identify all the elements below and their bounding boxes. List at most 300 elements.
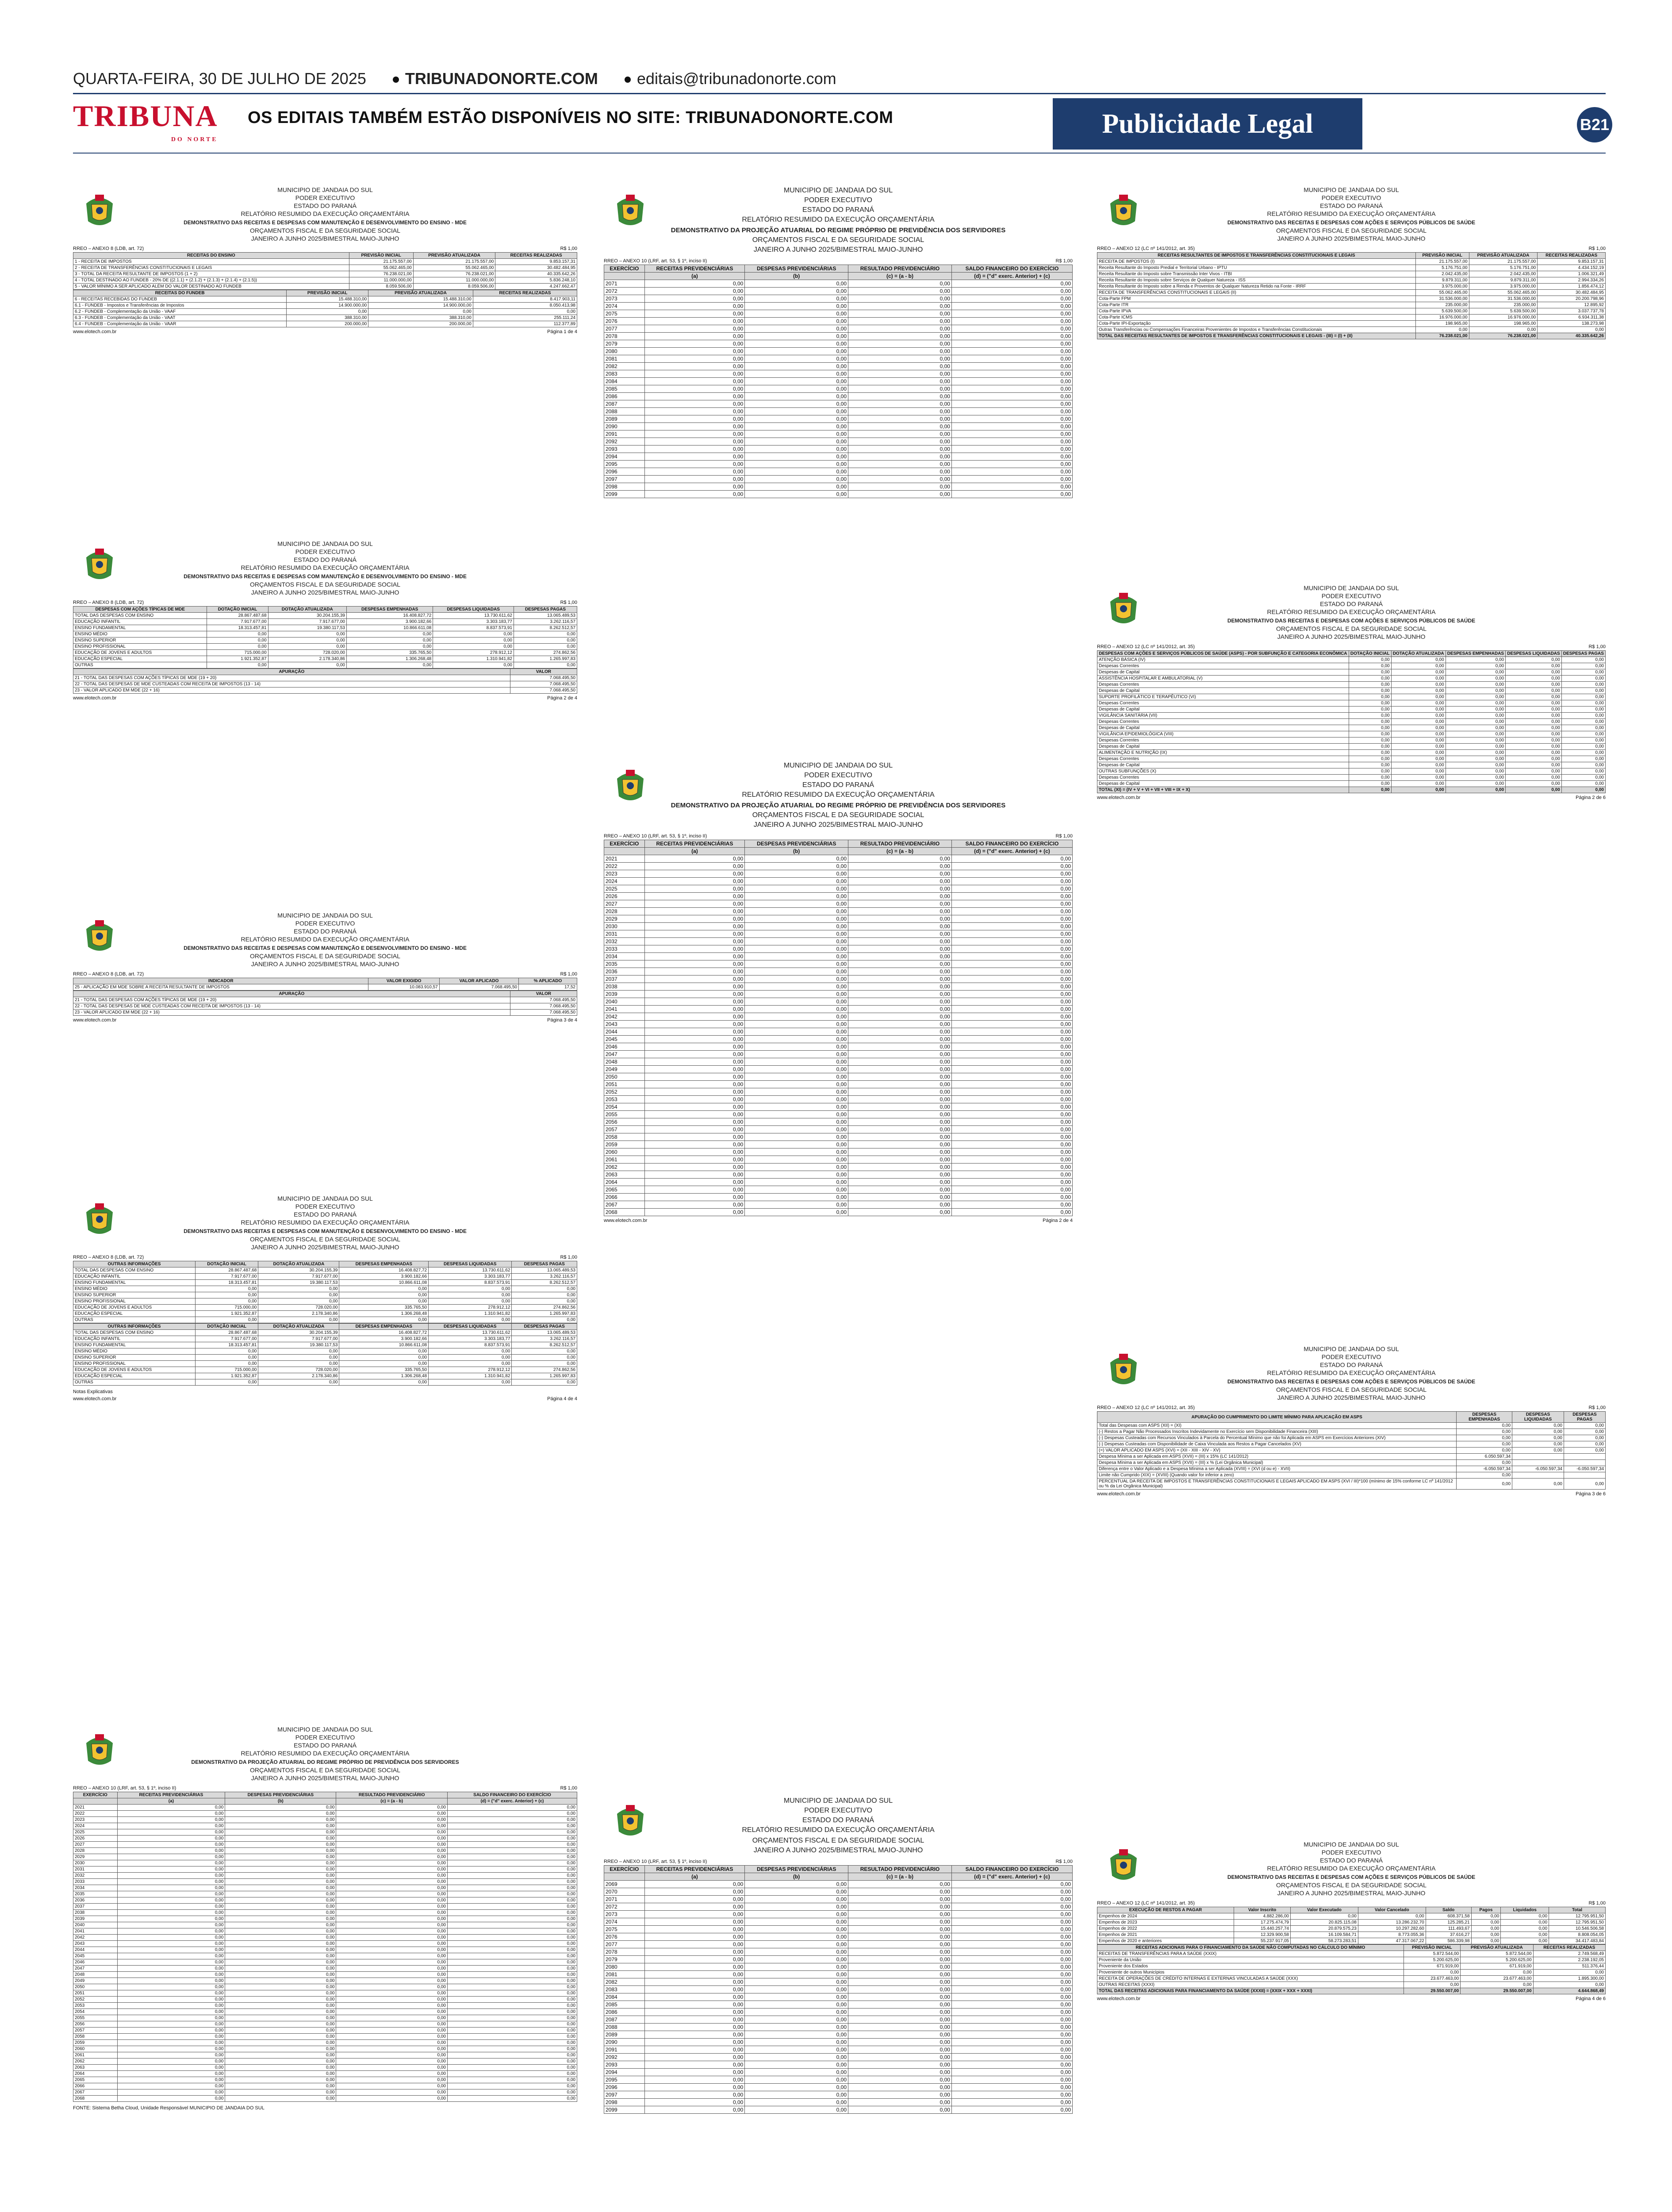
table-cell: 0,00 — [745, 870, 848, 878]
table-cell: 0,00 — [848, 870, 952, 878]
table-cell: 0,00 — [336, 2003, 447, 2009]
table-cell: Outras Transferências ou Compensações Financeiras Provenientes de Impostos e Transferências Constitucionais — [1097, 327, 1416, 333]
table-cell: 2087 — [604, 2016, 645, 2024]
table-cell: 0,00 — [848, 408, 952, 415]
table-cell: ENSINO PROFISSIONAL — [73, 644, 207, 650]
table-cell: ENSINO SUPERIOR — [73, 1355, 196, 1361]
table-cell: 0,00 — [447, 1836, 577, 1842]
table-cell: ENSINO SUPERIOR — [73, 637, 207, 644]
table-cell: 2067 — [73, 2089, 118, 2096]
table-cell: 0,00 — [848, 1043, 952, 1051]
table-cell: 23.677.463,00 — [1404, 1976, 1461, 1982]
table-cell: 0,00 — [951, 885, 1072, 893]
table-cell: 0,00 — [117, 1873, 225, 1879]
table-cell: 0,00 — [336, 1866, 447, 1873]
table-cell: 0,00 — [951, 1179, 1072, 1186]
table-cell: 0,00 — [644, 1118, 745, 1126]
table-cell: 0,00 — [951, 363, 1072, 370]
footer-site[interactable]: www.elotech.com.br — [73, 1396, 117, 1402]
table-cell: 0,00 — [1501, 1926, 1549, 1932]
table-cell: 8.837.573,91 — [429, 1342, 512, 1348]
table-cell: 0,00 — [258, 1286, 339, 1292]
table-cell: 0,00 — [951, 2076, 1072, 2084]
table-cell: 2073 — [604, 1911, 645, 1918]
table-cell: 7.068.495,50 — [510, 1010, 577, 1016]
table-cell: 2022 — [73, 1811, 118, 1817]
table-cell: 0,00 — [447, 1922, 577, 1928]
table-cell: 2087 — [604, 400, 645, 408]
table-cell: 274.862,56 — [514, 650, 577, 656]
table-header-row — [73, 669, 577, 675]
table-cell: 0,00 — [1391, 707, 1446, 713]
table-cell: 0,00 — [339, 1361, 429, 1367]
table-cell: Receita Resultante do Imposto sobre Transmissão Inter Vivos - ITBI — [1097, 271, 1416, 277]
table-row — [604, 370, 1073, 378]
table-cell: -6.050.597,34 — [1564, 1466, 1605, 1472]
table-cell: 0,00 — [514, 644, 577, 650]
column-header: EXECUÇÃO DE RESTOS A PAGAR — [1097, 1907, 1234, 1913]
table-cell: 29.550.007,00 — [1404, 1988, 1461, 1994]
table-cell: 8.417.903,11 — [473, 296, 577, 303]
column-header: DESPESAS PREVIDENCIÁRIAS — [745, 265, 848, 273]
table-row — [1097, 1963, 1606, 1970]
table-cell: 200.000,00 — [368, 321, 473, 327]
table-cell: 5.639.500,00 — [1415, 308, 1469, 315]
table-row — [73, 1873, 577, 1879]
table-cell: 0,00 — [951, 1933, 1072, 1941]
table-cell: 2042 — [604, 1013, 645, 1021]
entity-line: RELATÓRIO RESUMIDO DA EXECUÇÃO ORÇAMENTÁRIA — [241, 1750, 410, 1757]
column-header: APURAÇÃO DO CUMPRIMENTO DO LIMITE MÍNIMO PARA APLICAÇÃO EM ASPS — [1097, 1412, 1457, 1423]
table-cell: 0,00 — [848, 1096, 952, 1103]
table-cell: 0,00 — [951, 1028, 1072, 1036]
table-row — [73, 1367, 577, 1373]
column-header: APURAÇÃO — [73, 991, 510, 997]
table-cell: 0,00 — [1391, 744, 1446, 750]
table-cell: 0,00 — [447, 1910, 577, 1916]
report-title: DEMONSTRATIVO DA PROJEÇÃO ATUARIAL DO REGIME PRÓPRIO DE PREVIDÊNCIA DOS SERVIDORES — [671, 227, 1006, 234]
table-cell: 2026 — [73, 1836, 118, 1842]
table-cell: 0,00 — [745, 968, 848, 975]
column-header: DOTAÇÃO ATUALIZADA — [258, 1324, 339, 1330]
table-cell: 10.297.282,60 — [1358, 1926, 1426, 1932]
table-cell: 0,00 — [336, 1947, 447, 1953]
table-cell: 0,00 — [1506, 762, 1562, 768]
table-cell: 0,00 — [1506, 676, 1562, 682]
table-cell: 0,00 — [745, 1881, 848, 1888]
table-cell: Empenhos de 2021 — [1097, 1932, 1234, 1938]
unit-label: R$ 1,00 — [560, 600, 577, 605]
email-link[interactable]: editais@tribunadonorte.com — [625, 69, 836, 88]
table-cell: 0,00 — [745, 2024, 848, 2031]
table-cell: 2052 — [73, 1997, 118, 2003]
table-cell: 1.006.321,49 — [1538, 271, 1606, 277]
table-cell: 0,00 — [745, 2031, 848, 2039]
column-header: RECEITAS PREVIDENCIÁRIAS — [117, 1792, 225, 1798]
table-cell: 14.900.000,00 — [368, 303, 473, 309]
table-cell: 0,00 — [745, 1186, 848, 1194]
table-row — [73, 1916, 577, 1922]
table-cell: 0,00 — [848, 1141, 952, 1148]
table-cell: 28.867.487,68 — [195, 1330, 258, 1336]
table-row — [73, 656, 577, 662]
column-header: EXERCÍCIO — [604, 1866, 645, 1873]
table-row — [604, 953, 1073, 960]
table-cell: 0,00 — [644, 1194, 745, 1201]
footer-site[interactable]: www.elotech.com.br — [1097, 1491, 1141, 1497]
table-cell: 2043 — [73, 1941, 118, 1947]
entity-block — [1097, 584, 1606, 641]
annex-line — [604, 833, 1073, 839]
table-row — [73, 296, 577, 303]
report-title: DEMONSTRATIVO DAS RECEITAS E DESPESAS COM AÇÕES E SERVIÇOS PÚBLICOS DE SAÚDE — [1227, 618, 1476, 624]
column-header: RESULTADO PREVIDENCIÁRIO — [848, 1866, 952, 1873]
table-cell: 0,00 — [745, 1986, 848, 1993]
footer-site[interactable]: www.elotech.com.br — [73, 695, 117, 701]
entity-line: MUNICIPIO DE JANDAIA DO SUL — [277, 540, 373, 547]
entity-line: ORÇAMENTOS FISCAL E DA SEGURIDADE SOCIAL — [1276, 1386, 1427, 1393]
table-cell: 0,00 — [117, 1829, 225, 1836]
table-row — [604, 310, 1073, 318]
table-cell: 0,00 — [848, 1918, 952, 1926]
table-cell: 1.306.268,48 — [339, 1311, 429, 1317]
table-cell: 0,00 — [951, 2016, 1072, 2024]
table-row — [604, 870, 1073, 878]
table-cell: 0,00 — [1391, 669, 1446, 676]
table-cell: 0,00 — [447, 2071, 577, 2077]
table-row — [604, 915, 1073, 923]
table-cell: 23.677.463,00 — [1461, 1976, 1533, 1982]
table-cell: 0,00 — [951, 863, 1072, 870]
table-cell: 0,00 — [336, 1997, 447, 2003]
table-row — [73, 1922, 577, 1928]
table-cell: 0,00 — [1391, 694, 1446, 700]
table-cell: 0,00 — [1561, 700, 1605, 707]
table-row — [73, 1836, 577, 1842]
table-cell: OUTRAS — [73, 1317, 196, 1323]
table-cell: 0,00 — [745, 923, 848, 930]
table-row — [73, 315, 577, 321]
page-footer — [73, 1018, 577, 1023]
table-cell: 0,00 — [1446, 713, 1506, 719]
table-cell: 0,00 — [644, 1096, 745, 1103]
table-cell: 0,00 — [1446, 768, 1506, 775]
column-subheader: (c) = (a - b) — [848, 1873, 952, 1881]
table-cell: 0,00 — [1506, 781, 1562, 787]
table-cell: 0,00 — [117, 2058, 225, 2065]
table-cell: 0,00 — [848, 1126, 952, 1133]
table-cell: 0,00 — [848, 885, 952, 893]
table-cell: 21.175.557,00 — [349, 259, 413, 265]
column-header: RESULTADO PREVIDENCIÁRIO — [848, 840, 952, 848]
table-cell: 1.265.997,83 — [514, 656, 577, 662]
table-header-row — [73, 1792, 577, 1798]
table-cell: 2071 — [604, 1896, 645, 1903]
table-cell: 7.917.677,00 — [268, 619, 346, 625]
table-cell: 608.371,58 — [1426, 1913, 1471, 1920]
table-row — [604, 855, 1073, 863]
footer-site[interactable]: www.elotech.com.br — [73, 329, 117, 334]
entity-line: ORÇAMENTOS FISCAL E DA SEGURIDADE SOCIAL — [752, 236, 924, 244]
table-cell: 0,00 — [951, 1013, 1072, 1021]
annex-ref: RREO – ANEXO 8 (LDB, art. 72) — [73, 1255, 144, 1260]
table-cell: 0,00 — [644, 2054, 745, 2061]
table-cell: 0,00 — [1512, 1441, 1564, 1448]
table-row — [73, 1897, 577, 1904]
table-cell: 388.310,00 — [368, 315, 473, 321]
table-cell: 0,00 — [745, 2076, 848, 2084]
table-cell: 0,00 — [848, 1179, 952, 1186]
column-header: DESPESAS PREVIDENCIÁRIAS — [745, 840, 848, 848]
table-cell: 0,00 — [848, 1036, 952, 1043]
table-cell: 0,00 — [951, 461, 1072, 468]
table-cell: 0,00 — [1561, 719, 1605, 725]
table-cell: 5.176.751,00 — [1415, 265, 1469, 271]
table-cell: 0,00 — [951, 1888, 1072, 1896]
table-row — [604, 1058, 1073, 1066]
table-cell: 0,00 — [346, 631, 433, 637]
column-header: DOTAÇÃO INICIAL — [195, 1261, 258, 1267]
table-cell: 6.3 - FUNDEB - Complementação da União - VAAT — [73, 315, 287, 321]
table-cell: 0,00 — [117, 2040, 225, 2046]
page-footer — [1097, 1996, 1606, 2001]
table-cell: 0,00 — [848, 355, 952, 363]
table-row — [604, 1888, 1073, 1896]
page-footer — [604, 1218, 1073, 1223]
table-cell: EDUCAÇÃO ESPECIAL — [73, 1373, 196, 1379]
table-cell: 0,00 — [644, 991, 745, 998]
table-cell: 0,00 — [207, 637, 268, 644]
table-cell: 0,00 — [117, 1805, 225, 1811]
table-cell: 2077 — [604, 1941, 645, 1948]
table-cell: 0,00 — [1561, 731, 1605, 737]
footer-site[interactable]: www.elotech.com.br — [604, 1218, 648, 1223]
table-cell: Despesas Correntes — [1097, 756, 1349, 762]
table-cell: 0,00 — [225, 1823, 336, 1829]
table-cell: 0,00 — [848, 1881, 952, 1888]
footer-site[interactable]: www.elotech.com.br — [73, 1018, 117, 1023]
table-cell: 2025 — [604, 885, 645, 893]
table-cell: 0,00 — [951, 1006, 1072, 1013]
table-cell: 18.313.457,81 — [195, 1280, 258, 1286]
table-cell: 0,00 — [1446, 676, 1506, 682]
table-cell: 2057 — [73, 2028, 118, 2034]
entity-line: MUNICIPIO DE JANDAIA DO SUL — [277, 1195, 373, 1202]
table-cell: 0,00 — [745, 370, 848, 378]
table-cell: 2060 — [604, 1148, 645, 1156]
entity-line: RELATÓRIO RESUMIDO DA EXECUÇÃO ORÇAMENTÁRIA — [241, 210, 410, 217]
table-row — [73, 2046, 577, 2052]
table-cell: 0,00 — [336, 1811, 447, 1817]
table-cell: Proveniente de outros Municípios — [1097, 1970, 1404, 1976]
table-cell: 125.285,21 — [1426, 1920, 1471, 1926]
table-cell: 1.265.997,83 — [512, 1311, 577, 1317]
table-cell: 2058 — [73, 2034, 118, 2040]
table-cell: 0,00 — [447, 1990, 577, 1997]
table-cell: 0,00 — [447, 2096, 577, 2102]
table-cell: 0,00 — [336, 1842, 447, 1848]
column-header: SALDO FINANCEIRO DO EXERCÍCIO — [951, 840, 1072, 848]
table-cell: 0,00 — [951, 333, 1072, 340]
footer-site[interactable]: www.elotech.com.br — [1097, 1996, 1141, 2001]
table-cell: 0,00 — [745, 975, 848, 983]
table-cell: 0,00 — [951, 325, 1072, 333]
table-cell: 2037 — [604, 975, 645, 983]
table-cell: 2057 — [604, 1126, 645, 1133]
table-cell: EDUCAÇÃO DE JOVENS E ADULTOS — [73, 1367, 196, 1373]
table-cell: 2090 — [604, 423, 645, 430]
table-cell: 0,00 — [745, 393, 848, 400]
column-subheader: (d) = ("d" exerc. Anterior) + (c) — [447, 1798, 577, 1805]
table-cell: 0,00 — [447, 1891, 577, 1897]
table-row — [1097, 731, 1606, 737]
table-cell: Despesas Correntes — [1097, 682, 1349, 688]
table-row — [73, 1829, 577, 1836]
table-cell: 7.917.677,00 — [207, 619, 268, 625]
table-cell: 0,00 — [951, 1148, 1072, 1156]
annex-line — [1097, 1901, 1606, 1906]
table-row — [1097, 657, 1606, 663]
table-cell: 2075 — [604, 1926, 645, 1933]
annex-line — [1097, 246, 1606, 251]
table-cell: 0,00 — [745, 1171, 848, 1179]
table-cell: 0,00 — [1561, 694, 1605, 700]
report-block — [604, 761, 1073, 1796]
table-row — [604, 1941, 1073, 1948]
table-cell: 0,00 — [225, 1891, 336, 1897]
column-header: PREVISÃO INICIAL — [1415, 253, 1469, 259]
table-cell: 0,00 — [951, 1186, 1072, 1194]
table-cell: 16.408.827,72 — [339, 1267, 429, 1274]
table-cell: 0,00 — [117, 1922, 225, 1928]
table-cell: 0,00 — [951, 1103, 1072, 1111]
table-cell: 0,00 — [745, 340, 848, 348]
table-cell: 0,00 — [1461, 1970, 1533, 1976]
report-header — [73, 540, 577, 596]
table-row — [1097, 284, 1606, 290]
entity-line: ESTADO DO PARANÁ — [1320, 1361, 1383, 1368]
table-cell: 0,00 — [644, 295, 745, 303]
table-cell: 0,00 — [644, 2069, 745, 2076]
table-cell: 0,00 — [1561, 688, 1605, 694]
table-cell: 0,00 — [644, 408, 745, 415]
table-cell: ENSINO FUNDAMENTAL — [73, 1280, 196, 1286]
column-header: DESPESAS EMPENHADAS — [1457, 1412, 1512, 1423]
table-cell: 2029 — [73, 1854, 118, 1860]
saude-despesas-table — [1097, 650, 1606, 793]
table-cell: 0,00 — [1538, 327, 1606, 333]
table-cell: 0,00 — [644, 1986, 745, 1993]
table-cell: 0,00 — [512, 1292, 577, 1298]
table-cell: 0,00 — [473, 309, 577, 315]
table-cell: 0,00 — [848, 1971, 952, 1978]
table-cell: 0,00 — [848, 468, 952, 476]
entity-line: ESTADO DO PARANÁ — [294, 1742, 357, 1749]
table-cell: 5.176.751,00 — [1469, 265, 1538, 271]
table-cell: 0,00 — [117, 1972, 225, 1978]
table-cell: 2080 — [604, 348, 645, 355]
table-cell: 0,00 — [951, 1096, 1072, 1103]
table-cell: 2022 — [604, 863, 645, 870]
table-cell: 0,00 — [644, 998, 745, 1006]
entity-block — [1097, 1345, 1606, 1402]
table-cell: 0,00 — [745, 885, 848, 893]
report-title: DEMONSTRATIVO DAS RECEITAS E DESPESAS COM MANUTENÇÃO E DESENVOLVIMENTO DO ENSINO - MDE — [184, 573, 467, 580]
table-cell: 8.808.054,05 — [1549, 1932, 1606, 1938]
table-cell: 2.994.334,26 — [1538, 277, 1606, 284]
table-cell: 0,00 — [848, 430, 952, 438]
table-cell: 0,00 — [848, 923, 952, 930]
table-cell: 0,00 — [287, 309, 368, 315]
column-header: DESPESAS EMPENHADAS — [339, 1261, 429, 1267]
entity-line: PODER EXECUTIVO — [1321, 1849, 1381, 1856]
table-cell: 0,00 — [447, 1823, 577, 1829]
column-header: RECEITAS REALIZADAS — [1533, 1945, 1605, 1951]
table-cell: 0,00 — [951, 423, 1072, 430]
table-cell: 0,00 — [848, 1164, 952, 1171]
site-link[interactable]: TRIBUNADONORTE.COM — [393, 69, 598, 88]
table-row — [604, 908, 1073, 915]
table-cell: 0,00 — [745, 2008, 848, 2016]
table-cell: 0,00 — [339, 1317, 429, 1323]
table-cell: RECEITA DE IMPOSTOS (I) — [1097, 259, 1416, 265]
table-cell: 0,00 — [1506, 775, 1562, 781]
table-cell: 4.247.662,47 — [495, 284, 577, 290]
table-row — [1097, 1472, 1606, 1479]
table-cell: 0,00 — [848, 1201, 952, 1209]
table-row — [604, 2054, 1073, 2061]
table-cell: RECEITA DE TRANSFERÊNCIAS CONSTITUCIONAIS E LEGAIS (II) — [1097, 290, 1416, 296]
page-indicator: Página 2 de 4 — [1043, 1218, 1073, 1223]
table-cell: 0,00 — [848, 983, 952, 991]
table-cell: 28.867.487,68 — [207, 613, 268, 619]
footer-site[interactable]: www.elotech.com.br — [1097, 795, 1141, 800]
table-cell: 0,00 — [1446, 682, 1506, 688]
table-cell: 1.921.352,87 — [195, 1373, 258, 1379]
table-row — [604, 1006, 1073, 1013]
table-cell: 0,00 — [951, 2054, 1072, 2061]
table-cell: 3.900.182,66 — [346, 619, 433, 625]
column-subheader: (c) = (a - b) — [848, 273, 952, 280]
edition-date: QUARTA-FEIRA, 30 DE JULHO DE 2025 — [73, 69, 366, 88]
table-cell: 0,00 — [745, 2091, 848, 2099]
table-cell: 0,00 — [1391, 700, 1446, 707]
table-cell: 0,00 — [644, 893, 745, 900]
table-cell: 0,00 — [1561, 768, 1605, 775]
table-cell: 2092 — [604, 438, 645, 445]
table-cell: 0,00 — [745, 1073, 848, 1081]
table-row — [1097, 663, 1606, 669]
table-cell: 0,00 — [951, 938, 1072, 945]
table-cell: 0,00 — [336, 1854, 447, 1860]
entity-line: ORÇAMENTOS FISCAL E DA SEGURIDADE SOCIAL — [250, 1236, 400, 1243]
table-cell: 0,00 — [644, 2001, 745, 2008]
table-cell: ENSINO MÉDIO — [73, 631, 207, 637]
annex-line — [604, 1859, 1073, 1864]
table-cell: 0,00 — [644, 400, 745, 408]
column-subheader: (a) — [117, 1798, 225, 1805]
table-cell: -6.050.597,34 — [1512, 1466, 1564, 1472]
table-cell: 0,00 — [195, 1348, 258, 1355]
table-cell: Despesas Correntes — [1097, 775, 1349, 781]
table-row — [73, 625, 577, 631]
table-cell: 0,00 — [745, 1164, 848, 1171]
table-cell: 0,00 — [745, 1036, 848, 1043]
table-subheader-row — [604, 848, 1073, 855]
table-cell: 0,00 — [1564, 1429, 1605, 1435]
table-cell: 0,00 — [1349, 737, 1391, 744]
table-row — [604, 1201, 1073, 1209]
